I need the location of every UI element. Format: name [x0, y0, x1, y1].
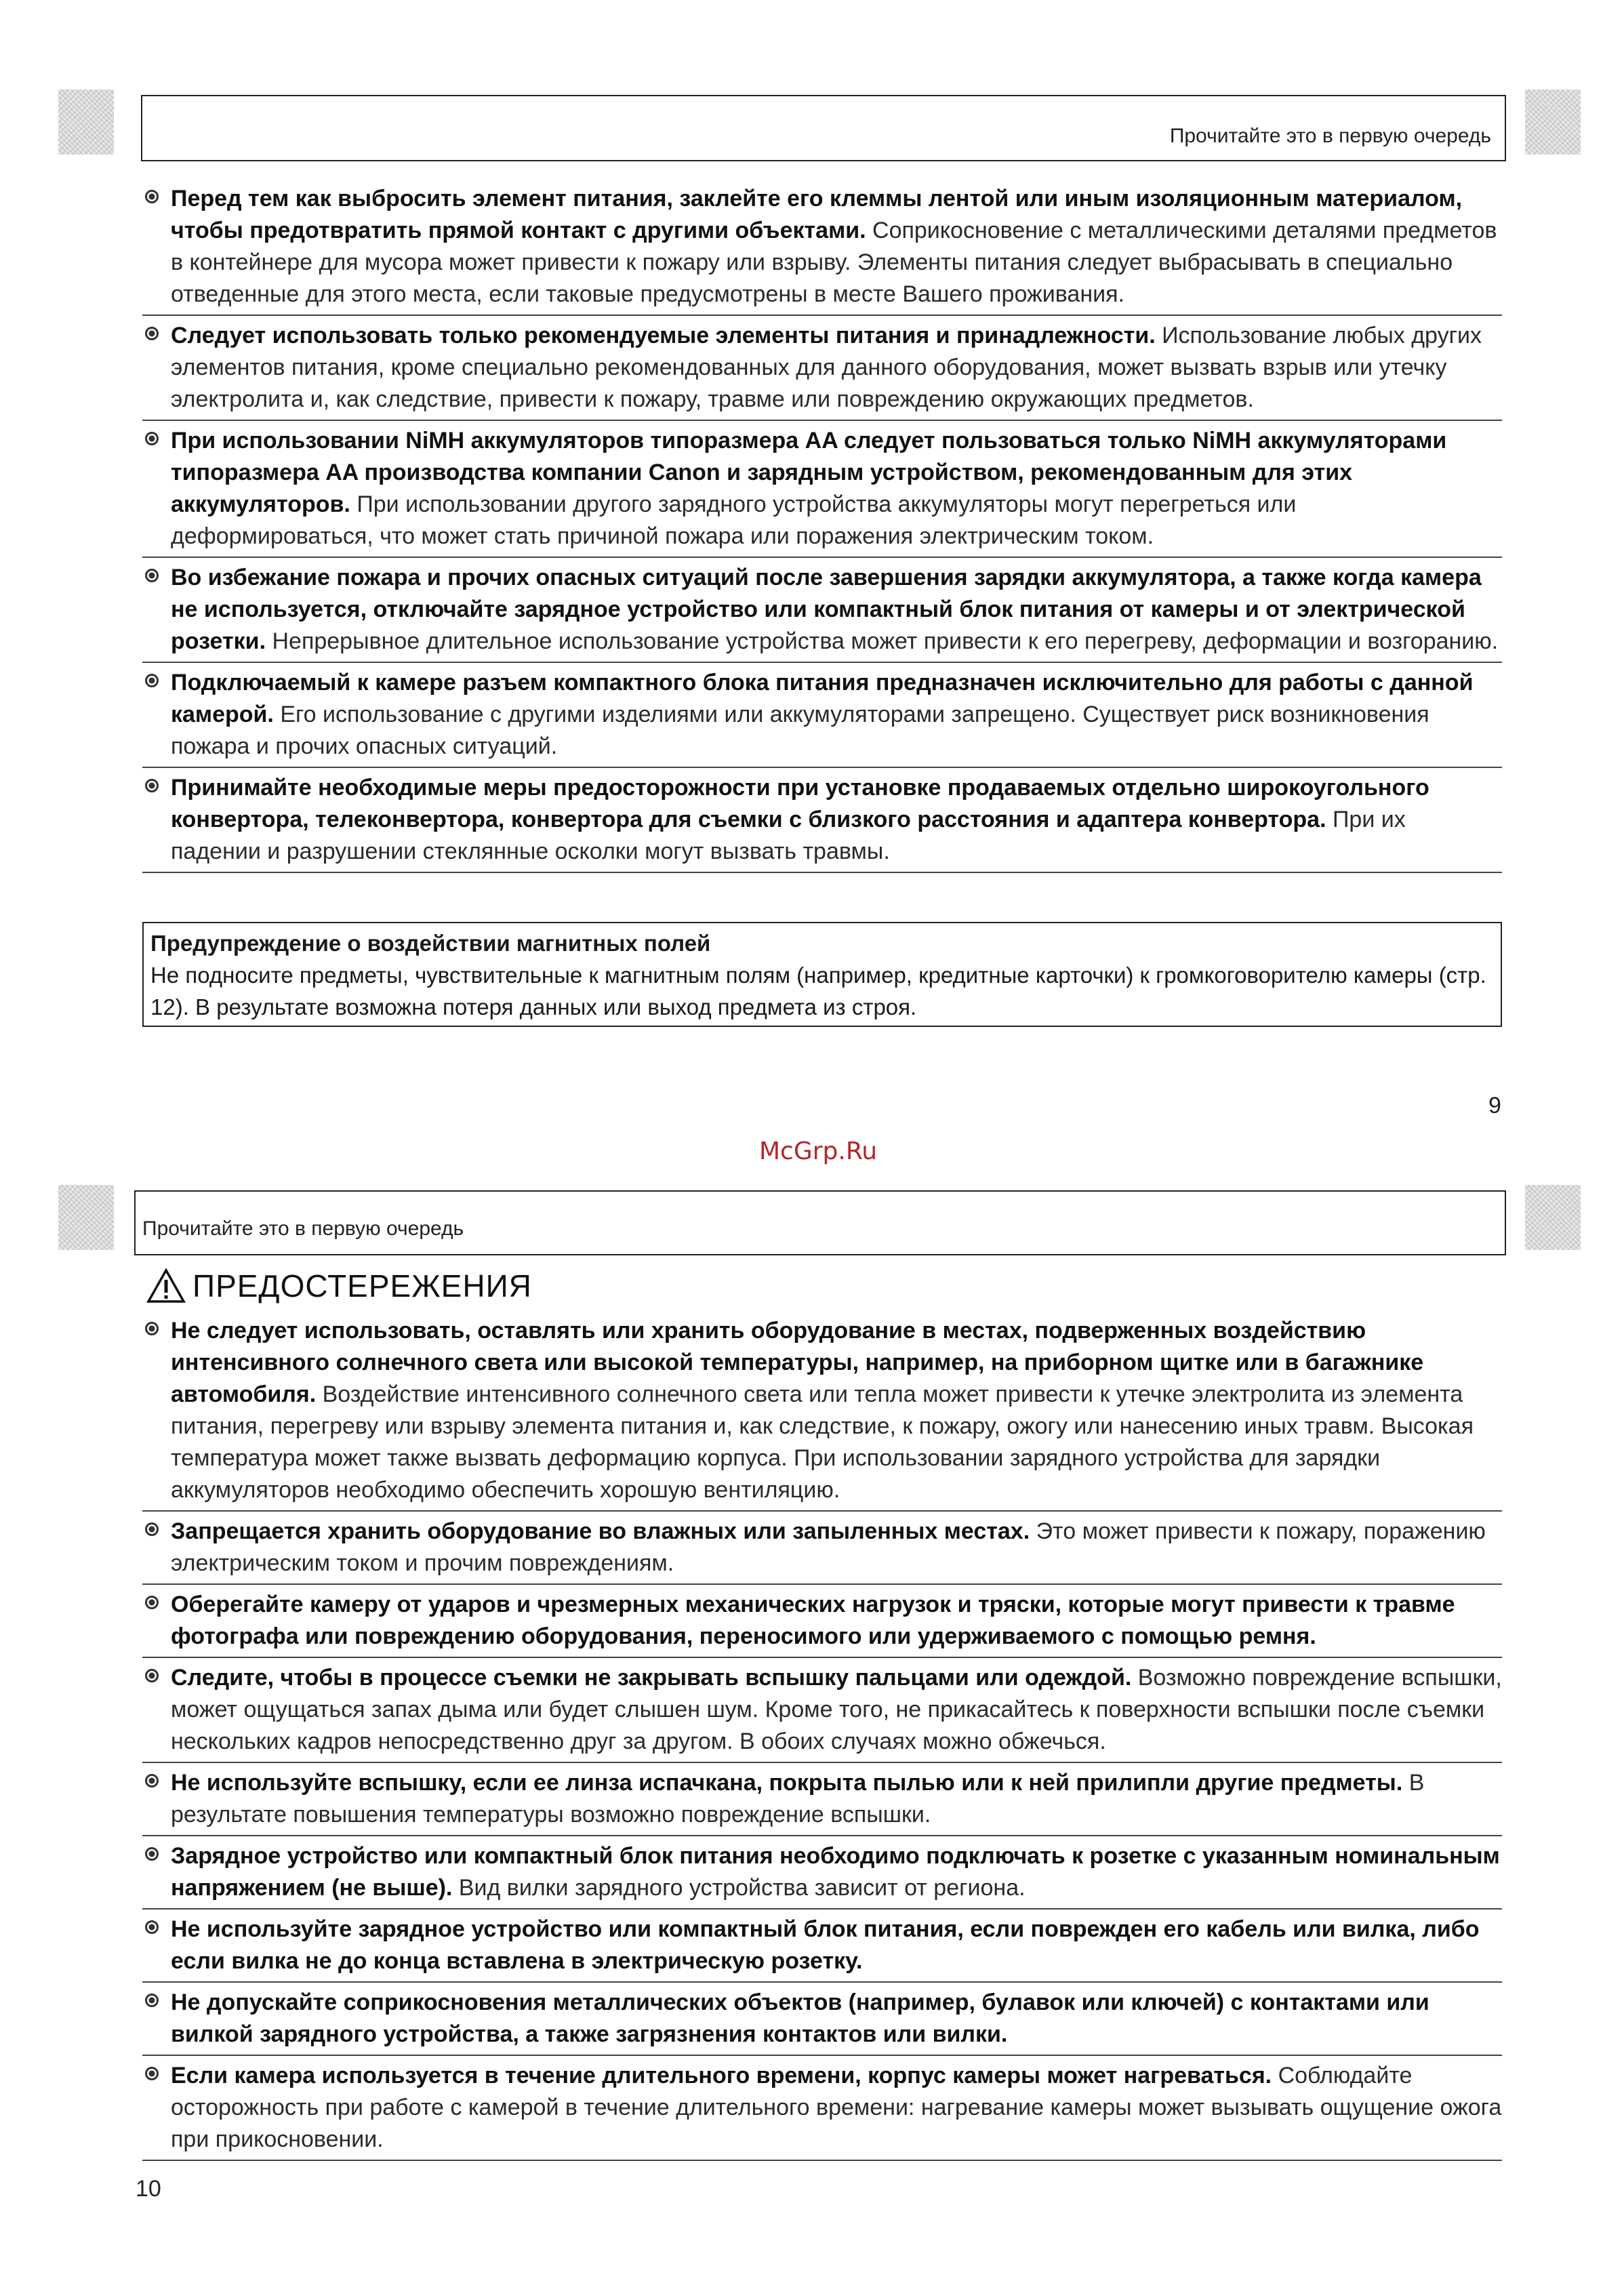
item-text: Воздействие интенсивного солнечного света или тепла может привести к утечке электролита из элемента питания, перегреву или взрыву элемента питания и, как следствие, к пожару, ожогу или нанесению иных травм. Высокая температура может также вызвать деформацию корпуса. При использовании зарядного устройства для зарядки аккумуляторов необходимо обеспечить хорошую вентиляцию. — [171, 1381, 1474, 1503]
bullet-icon — [145, 1522, 159, 1536]
item-text: Соблюдайте осторожность при работе с камерой в течение длительного времени: нагревание камеры может вызывать ощущение ожога при прикосновении. — [171, 2063, 1502, 2152]
item-text: При их падении и разрушении стеклянные осколки могут вызвать травмы. — [171, 807, 1406, 864]
watermark: McGrp.Ru — [759, 1137, 878, 1165]
bullet-icon — [145, 190, 159, 203]
item-text: Возможно повреждение вспышки, может ощущаться запах дыма или будет слышен шум. Кроме того, не прикасайтесь к поверхности вспышки после съемки нескольких кадров непосредственно друг за другом. В обоих случаях можно обжечься. — [171, 1665, 1502, 1754]
warning-item — [142, 768, 1502, 873]
caution-item — [142, 1311, 1502, 1512]
bullet-icon — [145, 432, 159, 445]
item-bold-text: Зарядное устройство или компактный блок питания необходимо подключать к розетке с указанным номинальным напряжением (не выше). — [171, 1843, 1500, 1901]
top-warning-list — [142, 179, 1502, 873]
item-bold-text: Следует использовать только рекомендуемые элементы питания и принадлежности. — [171, 323, 1156, 348]
corner-mark-mid-right — [1525, 1185, 1581, 1250]
caution-item — [142, 1983, 1502, 2056]
caution-item — [142, 1585, 1502, 1658]
item-bold-text: Не следует использовать, оставлять или хранить оборудование в местах, подверженных воздействию интенсивного солнечного света или высокой температуры, например, на приборном щитке или в багажнике автомобиля. — [171, 1318, 1424, 1407]
bullet-icon — [145, 569, 159, 582]
bullet-icon — [145, 1920, 159, 1934]
item-text: Вид вилки зарядного устройства зависит от региона. — [452, 1875, 1026, 1901]
warning-item — [142, 316, 1502, 421]
bullet-icon — [145, 1994, 159, 2007]
notice-title: Предупреждение о воздействии магнитных полей — [150, 931, 711, 956]
caution-item — [142, 1836, 1502, 1910]
caution-item — [142, 1658, 1502, 1763]
warning-item — [142, 179, 1502, 316]
item-bold-text: Оберегайте камеру от ударов и чрезмерных механических нагрузок и тряски, которые могут привести к травме фотографа или повреждению оборудования, переносимого или удерживаемого с помощью ремня. — [171, 1592, 1455, 1649]
bullet-icon — [145, 674, 159, 687]
item-text: В результате повышения температуры возможно повреждение вспышки. — [171, 1770, 1425, 1827]
warning-item — [142, 421, 1502, 558]
caution-item — [142, 1763, 1502, 1836]
cautions-heading — [146, 1268, 532, 1304]
item-bold-text: Перед тем как выбросить элемент питания, заклейте его клеммы лентой или иным изоляционным материалом, чтобы предотвратить прямой контакт с другими объектами. — [171, 186, 1463, 243]
corner-mark-top-right — [1525, 89, 1581, 155]
bullet-icon — [145, 1774, 159, 1787]
item-bold-text: При использовании NiMH аккумуляторов типоразмера AA следует пользоваться только NiMH аккумуляторами типоразмера AA производства компании Canon и зарядным устройством, рекомендованным для этих аккумуляторов. — [171, 428, 1447, 517]
item-text: Непрерывное длительное использование устройства может привести к его перегреву, деформации и возгоранию. — [266, 628, 1499, 654]
bottom-header-rule — [134, 1254, 1506, 1255]
item-bold-text: Подключаемый к камере разъем компактного блока питания предназначен исключительно для работы с данной камерой. — [171, 670, 1474, 727]
item-text: Его использование с другими изделиями или аккумуляторами запрещено. Существует риск возникновения пожара и прочих опасных ситуаций. — [171, 702, 1429, 759]
item-text: Соприкосновение с металлическими деталями предметов в контейнере для мусора может привести к пожару или взрыву. Элементы питания следует выбрасывать в специально отведенные для этого места, если таковые предусмотрены в месте Вашего проживания. — [171, 218, 1497, 307]
item-text: Использование любых других элементов питания, кроме специально рекомендованных для данного оборудования, может вызвать взрыв или утечку электролита и, как следствие, привести к пожару, травме или повреждению окружающих предметов. — [171, 323, 1482, 412]
item-bold-text: Запрещается хранить оборудование во влажных или запыленных местах. — [171, 1518, 1030, 1544]
item-bold-text: Во избежание пожара и прочих опасных ситуаций после завершения зарядки аккумулятора, а также когда камера не используется, отключайте зарядное устройство или компактный блок питания от камеры и от электрической розетки. — [171, 565, 1482, 654]
magnetic-field-notice — [142, 922, 1502, 1027]
notice-text: Не подносите предметы, чувствительные к магнитным полям (например, кредитные карточки) к громкоговорителю камеры (стр. 12). В результате возможна потеря данных или выход предмета из строя. — [150, 963, 1486, 1019]
bottom-caution-list — [142, 1311, 1502, 2161]
warning-item — [142, 663, 1502, 768]
bullet-icon — [145, 779, 159, 792]
bullet-icon — [145, 327, 159, 340]
bullet-icon — [145, 1596, 159, 1609]
caution-item — [142, 1910, 1502, 1983]
item-bold-text: Не используйте вспышку, если ее линза испачкана, покрыта пылью или к ней прилипли другие предметы. — [171, 1770, 1403, 1796]
bullet-icon — [145, 2067, 159, 2080]
page-number-10: 10 — [136, 2176, 161, 2202]
warning-triangle-icon — [146, 1268, 186, 1304]
item-bold-text: Если камера используется в течение длительного времени, корпус камеры может нагреваться. — [171, 2063, 1272, 2088]
item-text: Это может привести к пожару, поражению электрическим током и прочим повреждениям. — [171, 1518, 1486, 1576]
cautions-heading-text: ПРЕДОСТЕРЕЖЕНИЯ — [192, 1268, 532, 1304]
corner-mark-mid-left — [58, 1185, 114, 1250]
item-bold-text: Следите, чтобы в процессе съемки не закрывать вспышку пальцами или одеждой. — [171, 1665, 1132, 1691]
caution-item — [142, 2056, 1502, 2161]
bottom-header-title: Прочитайте это в первую очередь — [142, 1217, 464, 1240]
top-header-title: Прочитайте это в первую очередь — [1169, 125, 1491, 147]
bullet-icon — [145, 1322, 159, 1335]
item-bold-text: Принимайте необходимые меры предосторожности при установке продаваемых отдельно широкоугольного конвертора, телеконвертора, конвертора для съемки с близкого расстояния и адаптера конвертора. — [171, 775, 1429, 832]
bullet-icon — [145, 1847, 159, 1861]
bullet-icon — [145, 1669, 159, 1682]
item-text: При использовании другого зарядного устройства аккумуляторы могут перегреться или деформироваться, что может стать причиной пожара или поражения электрическим током. — [171, 491, 1297, 549]
corner-mark-top-left — [58, 89, 114, 155]
caution-item — [142, 1512, 1502, 1585]
item-bold-text: Не используйте зарядное устройство или компактный блок питания, если поврежден его кабель или вилка, либо если вилка не до конца вставлена в электрическую розетку. — [171, 1916, 1480, 1974]
warning-item — [142, 558, 1502, 663]
page-number-9: 9 — [1488, 1093, 1501, 1118]
top-header-rule — [141, 160, 1506, 161]
item-bold-text: Не допускайте соприкосновения металлических объектов (например, булавок или ключей) с контактами или вилкой зарядного устройства, а также загрязнения контактов или вилки. — [171, 1989, 1429, 2047]
